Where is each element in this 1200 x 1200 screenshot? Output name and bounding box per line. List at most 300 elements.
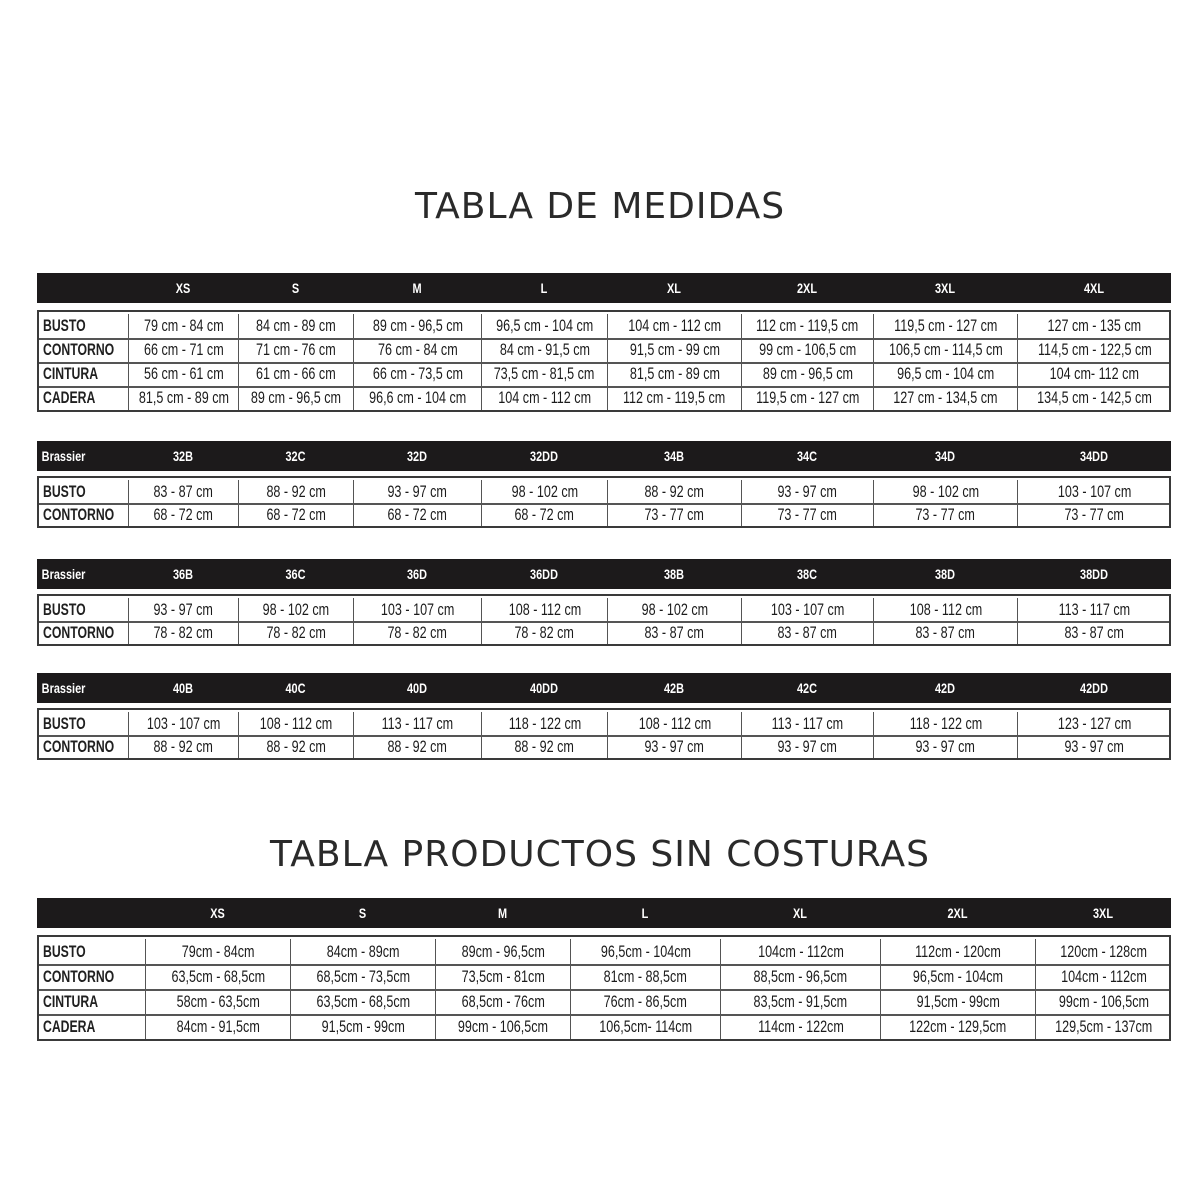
size-header: L bbox=[540, 280, 548, 296]
measure-value: 84 cm - 91,5 cm bbox=[499, 340, 590, 359]
measure-cell bbox=[481, 621, 607, 644]
measure-value: 112cm - 120cm bbox=[915, 941, 1001, 961]
table-row bbox=[39, 964, 1169, 989]
measure-value: 122cm - 129,5cm bbox=[909, 1016, 1007, 1036]
measure-value: 118 - 122 cm bbox=[508, 713, 581, 733]
table-row bbox=[39, 939, 1169, 964]
measure-cell bbox=[238, 480, 353, 503]
measure-value: 88 - 92 cm bbox=[644, 481, 705, 501]
measure-cell bbox=[290, 1014, 435, 1039]
measure-value: 73 - 77 cm bbox=[777, 504, 838, 524]
measure-cell bbox=[873, 598, 1017, 621]
measure-value: 68 - 72 cm bbox=[266, 504, 326, 524]
measure-cell bbox=[238, 621, 353, 644]
measure-value: 66 cm - 73,5 cm bbox=[372, 364, 463, 383]
size-header: 40DD bbox=[530, 680, 558, 696]
table-row bbox=[39, 735, 1169, 758]
measure-cell bbox=[607, 386, 741, 410]
measure-value: 91,5cm - 99cm bbox=[916, 991, 1000, 1011]
size-header: 3XL bbox=[1092, 905, 1114, 921]
measure-cell bbox=[290, 964, 435, 989]
size-header: 36DD bbox=[530, 566, 558, 582]
measure-value: 84 cm - 89 cm bbox=[256, 316, 336, 335]
row-label bbox=[39, 598, 128, 621]
measure-value: 114cm - 122cm bbox=[757, 1016, 844, 1036]
table-row bbox=[39, 621, 1169, 644]
size-header: XL bbox=[793, 905, 807, 921]
measure-cell bbox=[1017, 621, 1171, 644]
row-label bbox=[39, 735, 128, 758]
measure-value: 93 - 97 cm bbox=[777, 736, 838, 756]
measure-cell bbox=[873, 314, 1017, 338]
measure-cell bbox=[570, 1014, 720, 1039]
measure-cell bbox=[607, 480, 741, 503]
measure-value: 58cm - 63,5cm bbox=[176, 991, 260, 1011]
size-header: 2XL bbox=[796, 280, 818, 296]
measure-value: 68,5cm - 76cm bbox=[461, 991, 545, 1011]
measure-cell bbox=[1017, 480, 1171, 503]
measure-cell bbox=[481, 712, 607, 735]
measure-cell bbox=[435, 939, 570, 964]
row-label bbox=[39, 712, 128, 735]
header-corner-label: Brassier bbox=[41, 566, 86, 582]
measure-value: 96,5 cm - 104 cm bbox=[495, 316, 594, 335]
measure-cell bbox=[145, 1014, 290, 1039]
measure-value: 78 - 82 cm bbox=[514, 622, 575, 642]
measure-value: 93 - 97 cm bbox=[153, 599, 214, 619]
measure-value: 119,5 cm - 127 cm bbox=[755, 388, 860, 407]
row-label bbox=[39, 362, 128, 386]
measure-value: 123 - 127 cm bbox=[1057, 713, 1132, 733]
table-body bbox=[37, 594, 1171, 646]
header-corner-label bbox=[37, 898, 121, 928]
row-label-text: CADERA bbox=[43, 1016, 96, 1036]
measure-cell bbox=[128, 621, 238, 644]
header-corner-label bbox=[37, 273, 108, 303]
table-row bbox=[39, 362, 1169, 386]
table-row bbox=[39, 989, 1169, 1014]
measure-value: 63,5cm - 68,5cm bbox=[316, 991, 410, 1011]
measure-cell bbox=[570, 989, 720, 1014]
measure-cell bbox=[353, 598, 481, 621]
measure-cell bbox=[1035, 939, 1171, 964]
measure-value: 68 - 72 cm bbox=[514, 504, 575, 524]
measure-value: 118 - 122 cm bbox=[909, 713, 982, 733]
measure-cell bbox=[880, 989, 1035, 1014]
measure-value: 89 cm - 96,5 cm bbox=[372, 316, 463, 335]
measure-cell bbox=[353, 338, 481, 362]
row-label bbox=[39, 964, 145, 989]
measure-value: 84cm - 91,5cm bbox=[176, 1016, 260, 1036]
measure-cell bbox=[481, 362, 607, 386]
row-label bbox=[39, 314, 128, 338]
size-header: 32DD bbox=[530, 448, 558, 464]
measure-cell bbox=[481, 735, 607, 758]
measure-cell bbox=[607, 712, 741, 735]
measure-cell bbox=[607, 314, 741, 338]
measure-value: 83 - 87 cm bbox=[1064, 622, 1125, 642]
measure-cell bbox=[238, 598, 353, 621]
measure-value: 89cm - 96,5cm bbox=[461, 941, 545, 961]
measure-cell bbox=[873, 503, 1017, 526]
size-header: 34C bbox=[796, 448, 818, 464]
measure-cell bbox=[353, 314, 481, 338]
row-label-text: CONTORNO bbox=[43, 966, 115, 986]
measure-cell bbox=[607, 362, 741, 386]
measure-value: 88,5cm - 96,5cm bbox=[753, 966, 848, 986]
measure-value: 93 - 97 cm bbox=[777, 481, 838, 501]
measure-cell bbox=[145, 964, 290, 989]
size-header: 40C bbox=[285, 680, 306, 696]
measure-value: 83 - 87 cm bbox=[153, 481, 214, 501]
header-bar bbox=[37, 273, 1171, 303]
measure-value: 61 cm - 66 cm bbox=[256, 364, 336, 383]
measure-cell bbox=[353, 712, 481, 735]
measure-cell bbox=[128, 598, 238, 621]
brassier-table-40-42 bbox=[37, 673, 1171, 763]
measure-cell bbox=[353, 362, 481, 386]
measure-cell bbox=[238, 735, 353, 758]
size-header: L bbox=[641, 905, 649, 921]
header-corner-label: Brassier bbox=[41, 680, 86, 696]
measure-cell bbox=[741, 362, 873, 386]
measure-cell bbox=[741, 735, 873, 758]
measure-value: 88 - 92 cm bbox=[266, 481, 326, 501]
measure-value: 103 - 107 cm bbox=[380, 599, 455, 619]
measure-cell bbox=[873, 621, 1017, 644]
measure-value: 127 cm - 134,5 cm bbox=[893, 388, 998, 407]
measure-cell bbox=[720, 964, 880, 989]
size-header: 42C bbox=[796, 680, 818, 696]
table-row bbox=[39, 1014, 1169, 1039]
measure-value: 83 - 87 cm bbox=[644, 622, 705, 642]
measure-cell bbox=[481, 338, 607, 362]
row-label-text: CINTURA bbox=[43, 364, 99, 383]
measure-value: 83 - 87 cm bbox=[777, 622, 838, 642]
measure-value: 108 - 112 cm bbox=[909, 599, 982, 619]
measure-value: 113 - 117 cm bbox=[381, 713, 454, 733]
measure-cell bbox=[873, 386, 1017, 410]
measure-value: 106,5 cm - 114,5 cm bbox=[888, 340, 1003, 359]
size-header: 32C bbox=[285, 448, 306, 464]
measure-cell bbox=[1017, 338, 1171, 362]
measure-cell bbox=[128, 503, 238, 526]
row-label-text: CONTORNO bbox=[43, 736, 115, 756]
size-header: XL bbox=[667, 280, 681, 296]
measure-value: 104cm - 112cm bbox=[1060, 966, 1147, 986]
measure-value: 76cm - 86,5cm bbox=[603, 991, 688, 1011]
measure-value: 93 - 97 cm bbox=[644, 736, 705, 756]
table-body bbox=[37, 476, 1171, 528]
table-row bbox=[39, 503, 1169, 526]
measure-cell bbox=[741, 314, 873, 338]
measure-value: 104 cm- 112 cm bbox=[1049, 364, 1140, 383]
measure-value: 103 - 107 cm bbox=[1057, 481, 1132, 501]
measure-value: 68 - 72 cm bbox=[153, 504, 214, 524]
measure-value: 73 - 77 cm bbox=[644, 504, 705, 524]
measure-cell bbox=[1017, 386, 1171, 410]
measure-cell bbox=[741, 621, 873, 644]
size-header: 42DD bbox=[1080, 680, 1108, 696]
measure-value: 108 - 112 cm bbox=[508, 599, 581, 619]
table-row bbox=[39, 712, 1169, 735]
measure-cell bbox=[741, 386, 873, 410]
measure-cell bbox=[873, 362, 1017, 386]
measure-value: 113 - 117 cm bbox=[771, 713, 844, 733]
measure-value: 127 cm - 135 cm bbox=[1047, 316, 1142, 335]
size-header: XS bbox=[210, 905, 225, 921]
measure-value: 98 - 102 cm bbox=[641, 599, 708, 619]
measure-value: 96,5 cm - 104 cm bbox=[896, 364, 995, 383]
row-label bbox=[39, 503, 128, 526]
measure-cell bbox=[570, 964, 720, 989]
measure-value: 79 cm - 84 cm bbox=[143, 316, 224, 335]
measure-value: 99cm - 106,5cm bbox=[1058, 991, 1149, 1011]
table-row bbox=[39, 338, 1169, 362]
row-label-text: BUSTO bbox=[43, 481, 86, 501]
measure-value: 89 cm - 96,5 cm bbox=[762, 364, 853, 383]
row-label bbox=[39, 621, 128, 644]
size-header: 42B bbox=[663, 680, 685, 696]
measure-cell bbox=[741, 480, 873, 503]
measure-cell bbox=[720, 939, 880, 964]
measure-cell bbox=[128, 712, 238, 735]
size-header: 38C bbox=[796, 566, 818, 582]
measure-value: 83,5cm - 91,5cm bbox=[753, 991, 848, 1011]
header-bar bbox=[37, 673, 1171, 703]
seamless-title: TABLA PRODUCTOS SIN COSTURAS bbox=[270, 834, 930, 875]
size-header: 38D bbox=[934, 566, 956, 582]
measure-value: 98 - 102 cm bbox=[511, 481, 578, 501]
measure-cell bbox=[570, 939, 720, 964]
size-header: 4XL bbox=[1083, 280, 1105, 296]
table-body bbox=[37, 310, 1171, 412]
row-label bbox=[39, 939, 145, 964]
row-label-text: BUSTO bbox=[43, 941, 86, 961]
measure-value: 103 - 107 cm bbox=[770, 599, 845, 619]
measure-value: 120cm - 128cm bbox=[1060, 941, 1147, 961]
measure-value: 76 cm - 84 cm bbox=[377, 340, 458, 359]
sizes-table bbox=[37, 273, 1171, 415]
measure-value: 68 - 72 cm bbox=[387, 504, 448, 524]
measure-value: 134,5 cm - 142,5 cm bbox=[1037, 388, 1152, 407]
measure-cell bbox=[290, 939, 435, 964]
size-header: 32B bbox=[172, 448, 194, 464]
measure-value: 104 cm - 112 cm bbox=[498, 388, 591, 407]
size-header: 38DD bbox=[1080, 566, 1108, 582]
row-label bbox=[39, 989, 145, 1014]
measure-cell bbox=[607, 598, 741, 621]
measure-cell bbox=[145, 989, 290, 1014]
measure-cell bbox=[128, 386, 238, 410]
size-header: 2XL bbox=[947, 905, 968, 921]
size-header: 42D bbox=[934, 680, 956, 696]
row-label-text: CONTORNO bbox=[43, 622, 115, 642]
size-header: 36C bbox=[285, 566, 306, 582]
table-body bbox=[37, 935, 1171, 1041]
measure-value: 83 - 87 cm bbox=[915, 622, 976, 642]
measure-value: 88 - 92 cm bbox=[153, 736, 214, 756]
measure-cell bbox=[607, 338, 741, 362]
measure-cell bbox=[880, 964, 1035, 989]
measure-cell bbox=[353, 621, 481, 644]
measure-cell bbox=[1035, 989, 1171, 1014]
measure-value: 96,5cm - 104cm bbox=[912, 966, 1004, 986]
measure-value: 79cm - 84cm bbox=[181, 941, 255, 961]
row-label bbox=[39, 1014, 145, 1039]
measure-cell bbox=[145, 939, 290, 964]
brassier-table-32-34 bbox=[37, 441, 1171, 531]
measure-cell bbox=[435, 989, 570, 1014]
size-header: 40B bbox=[172, 680, 194, 696]
table-row bbox=[39, 480, 1169, 503]
row-label-text: CADERA bbox=[43, 388, 96, 407]
size-header: XS bbox=[175, 280, 191, 296]
measure-cell bbox=[435, 1014, 570, 1039]
measure-value: 106,5cm- 114cm bbox=[599, 1016, 692, 1036]
measure-value: 81,5 cm - 89 cm bbox=[138, 388, 229, 407]
measure-cell bbox=[880, 939, 1035, 964]
measure-cell bbox=[607, 621, 741, 644]
measure-cell bbox=[353, 503, 481, 526]
row-label-text: BUSTO bbox=[43, 713, 86, 733]
measure-cell bbox=[720, 989, 880, 1014]
measure-value: 108 - 112 cm bbox=[638, 713, 711, 733]
size-header: 3XL bbox=[934, 280, 956, 296]
measure-cell bbox=[353, 386, 481, 410]
measure-value: 78 - 82 cm bbox=[266, 622, 326, 642]
measure-value: 88 - 92 cm bbox=[514, 736, 575, 756]
measure-value: 96,5cm - 104cm bbox=[600, 941, 691, 961]
measure-value: 73 - 77 cm bbox=[915, 504, 976, 524]
measure-cell bbox=[128, 735, 238, 758]
size-header: 40D bbox=[406, 680, 428, 696]
measure-value: 103 - 107 cm bbox=[146, 713, 221, 733]
measure-cell bbox=[880, 1014, 1035, 1039]
measure-cell bbox=[435, 964, 570, 989]
size-header: S bbox=[291, 280, 300, 296]
measure-value: 98 - 102 cm bbox=[262, 599, 330, 619]
table-row bbox=[39, 598, 1169, 621]
measure-cell bbox=[1017, 735, 1171, 758]
measure-cell bbox=[238, 338, 353, 362]
table-row bbox=[39, 386, 1169, 410]
measure-cell bbox=[741, 598, 873, 621]
brassier-table-36-38 bbox=[37, 559, 1171, 649]
measure-value: 73 - 77 cm bbox=[1064, 504, 1125, 524]
measure-value: 112 cm - 119,5 cm bbox=[756, 316, 859, 335]
measure-value: 93 - 97 cm bbox=[915, 736, 976, 756]
row-label bbox=[39, 338, 128, 362]
size-header: S bbox=[358, 905, 367, 921]
measure-cell bbox=[720, 1014, 880, 1039]
size-header: 36D bbox=[406, 566, 428, 582]
measure-value: 66 cm - 71 cm bbox=[143, 340, 224, 359]
measure-value: 78 - 82 cm bbox=[153, 622, 214, 642]
measure-cell bbox=[238, 362, 353, 386]
measure-cell bbox=[873, 735, 1017, 758]
measure-value: 81cm - 88,5cm bbox=[603, 966, 688, 986]
size-header: 36B bbox=[172, 566, 194, 582]
measure-cell bbox=[873, 480, 1017, 503]
measure-cell bbox=[1017, 598, 1171, 621]
row-label bbox=[39, 386, 128, 410]
size-header: 38B bbox=[663, 566, 685, 582]
measure-value: 104cm - 112cm bbox=[757, 941, 844, 961]
measure-cell bbox=[1017, 314, 1171, 338]
table-body bbox=[37, 708, 1171, 760]
measure-cell bbox=[238, 386, 353, 410]
row-label bbox=[39, 480, 128, 503]
measure-cell bbox=[1017, 712, 1171, 735]
measure-value: 73,5cm - 81cm bbox=[461, 966, 545, 986]
measure-cell bbox=[873, 712, 1017, 735]
measure-value: 119,5 cm - 127 cm bbox=[893, 316, 998, 335]
measure-value: 56 cm - 61 cm bbox=[143, 364, 224, 383]
measure-cell bbox=[128, 362, 238, 386]
measure-cell bbox=[1035, 1014, 1171, 1039]
measure-value: 113 - 117 cm bbox=[1058, 599, 1131, 619]
measure-cell bbox=[238, 712, 353, 735]
measure-value: 73,5 cm - 81,5 cm bbox=[494, 364, 595, 383]
measure-cell bbox=[353, 735, 481, 758]
measure-cell bbox=[873, 338, 1017, 362]
row-label-text: CONTORNO bbox=[43, 504, 115, 524]
measure-value: 89 cm - 96,5 cm bbox=[250, 388, 342, 407]
measure-value: 99 cm - 106,5 cm bbox=[758, 340, 857, 359]
size-header: 32D bbox=[406, 448, 428, 464]
measure-value: 99cm - 106,5cm bbox=[457, 1016, 549, 1036]
row-label-text: BUSTO bbox=[43, 316, 86, 335]
measure-value: 114,5 cm - 122,5 cm bbox=[1037, 340, 1152, 359]
header-bar bbox=[37, 559, 1171, 589]
measure-value: 68,5cm - 73,5cm bbox=[316, 966, 410, 986]
header-bar bbox=[37, 441, 1171, 471]
measure-cell bbox=[1035, 964, 1171, 989]
size-header: 34DD bbox=[1080, 448, 1108, 464]
measure-cell bbox=[481, 503, 607, 526]
measure-value: 84cm - 89cm bbox=[326, 941, 400, 961]
measure-value: 108 - 112 cm bbox=[259, 713, 333, 733]
measure-cell bbox=[741, 503, 873, 526]
measure-value: 98 - 102 cm bbox=[912, 481, 979, 501]
measure-cell bbox=[481, 480, 607, 503]
header-bar bbox=[37, 898, 1171, 928]
measure-value: 129,5cm - 137cm bbox=[1054, 1016, 1153, 1036]
measure-value: 104 cm - 112 cm bbox=[628, 316, 721, 335]
measure-value: 96,6 cm - 104 cm bbox=[368, 388, 467, 407]
measure-value: 71 cm - 76 cm bbox=[256, 340, 336, 359]
measure-cell bbox=[353, 480, 481, 503]
measure-value: 91,5cm - 99cm bbox=[321, 1016, 405, 1036]
measure-cell bbox=[481, 598, 607, 621]
measure-value: 63,5cm - 68,5cm bbox=[171, 966, 265, 986]
measure-cell bbox=[607, 735, 741, 758]
size-header: M bbox=[497, 905, 508, 921]
header-corner-label: Brassier bbox=[41, 448, 86, 464]
measure-cell bbox=[481, 386, 607, 410]
measure-cell bbox=[238, 314, 353, 338]
measure-value: 78 - 82 cm bbox=[387, 622, 448, 642]
measure-cell bbox=[128, 338, 238, 362]
measure-value: 88 - 92 cm bbox=[266, 736, 326, 756]
measure-cell bbox=[290, 989, 435, 1014]
seamless-sizes-table bbox=[37, 898, 1171, 1043]
measure-value: 93 - 97 cm bbox=[387, 481, 448, 501]
measure-value: 81,5 cm - 89 cm bbox=[629, 364, 720, 383]
measure-value: 91,5 cm - 99 cm bbox=[629, 340, 720, 359]
measure-cell bbox=[128, 314, 238, 338]
